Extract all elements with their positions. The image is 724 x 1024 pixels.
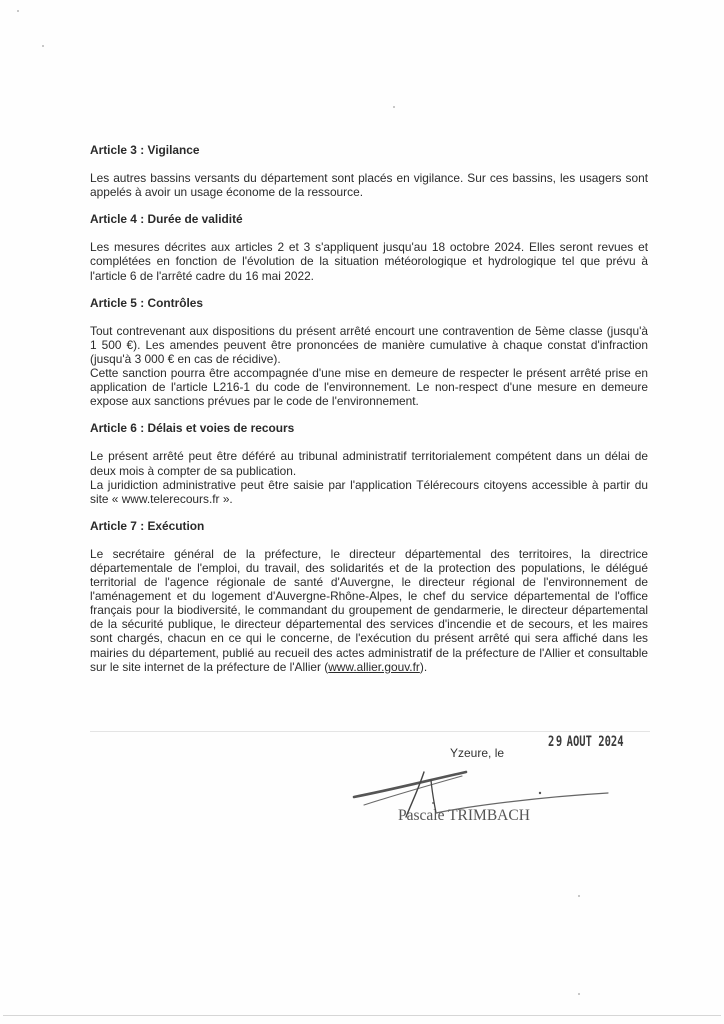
article-4-title: Article 4 : Durée de validité <box>90 212 243 227</box>
article-5-paragraph-2: Cette sanction pourra être accompagnée d'une mise en demeure de respecter le présent arrêté prise en application de l'article L216-1 du code de l'environnement. Le non-respect d'une mesure en demeure expose aux sanctions prévues par le code de l'environnement. <box>90 366 648 409</box>
article-6-title: Article 6 : Délais et voies de recours <box>90 421 295 436</box>
article-3-paragraph: Les autres bassins versants du département sont placés en vigilance. Sur ces bassins, les usagers sont appelés à avoir un usage économe de la ressource. <box>90 171 648 200</box>
scan-speck <box>578 895 580 897</box>
page-bottom-edge <box>3 1015 721 1016</box>
article-7-paragraph <box>90 547 648 674</box>
signature-stroke <box>354 772 466 797</box>
date-stamp-day: 29 <box>548 734 564 750</box>
article-5-paragraph-1: Tout contrevenant aux dispositions du présent arrêté encourt une contravention de 5ème classe (jusqu'à 1 500 €). Les amendes peuvent être prononcées de manière cumulative à chaque constat d'infraction (jusqu'à 3 000 € en cas de récidive). <box>90 323 648 366</box>
scan-speck <box>17 10 19 12</box>
article-7-text: Le secrétaire général de la préfecture, le directeur départemental des territoires, la directrice départementale de l'emploi, du travail, des solidarités et de la protection des populations, le délégué territorial de l'agence régionale de santé d'Auvergne, le directeur régional de l'environnement de l'aménagement et du logement d'Auvergne-Rhône-Alpes, le chef du service départemental de l'office français pour la biodiversité, le commandant du groupement de gendarmerie, le directeur départemental de la sécurité publique, le directeur départemental des services d'incendie et de secours, et les maires sont chargés, chacun en ce qui le concerne, de l'exécution du présent arrêté qui sera affiché dans les mairies du département, publié au recueil des actes administratif de la préfecture de l'Allier et consultable sur le site internet de la préfecture de l'Allier ( <box>90 546 648 674</box>
scan-speck <box>578 993 580 995</box>
signature-stroke <box>364 776 462 805</box>
article-6-paragraph-1: Le présent arrêté peut être déféré au tribunal administratif territorialement compétent dans un délai de deux mois à compter de sa publication. <box>90 449 648 478</box>
article-4-paragraph: Les mesures décrites aux articles 2 et 3 s'appliquent jusqu'au 18 octobre 2024. Elles seront revues et complétées en fonction de l'évolution de la situation météorologique et hydrologique tel que prévu à l'article 6 de l'arrêté cadre du 16 mai 2022. <box>90 240 648 283</box>
article-6-paragraph-2: La juridiction administrative peut être saisie par l'application Télérecours citoyens accessible à partir du site « www.telerecours.fr ». <box>90 477 648 506</box>
scan-artifact-line <box>90 731 650 732</box>
article-5-title: Article 5 : Contrôles <box>90 295 203 310</box>
scan-speck <box>393 106 395 108</box>
signature-dot <box>432 802 434 804</box>
signature-place: Yzeure, le <box>450 746 505 760</box>
prefecture-website-link[interactable]: www.allier.gouv.fr <box>328 659 420 674</box>
signatory-name: Pascale TRIMBACH <box>398 807 530 824</box>
date-stamp <box>548 734 624 750</box>
article-3-title: Article 3 : Vigilance <box>90 143 200 157</box>
article-7-title: Article 7 : Exécution <box>90 518 205 533</box>
scan-speck <box>42 45 44 47</box>
article-7-text-end: ). <box>419 659 428 674</box>
signature-dot <box>539 792 541 794</box>
date-stamp-month-year: AOUT 2024 <box>566 734 624 750</box>
document-body <box>90 143 648 674</box>
